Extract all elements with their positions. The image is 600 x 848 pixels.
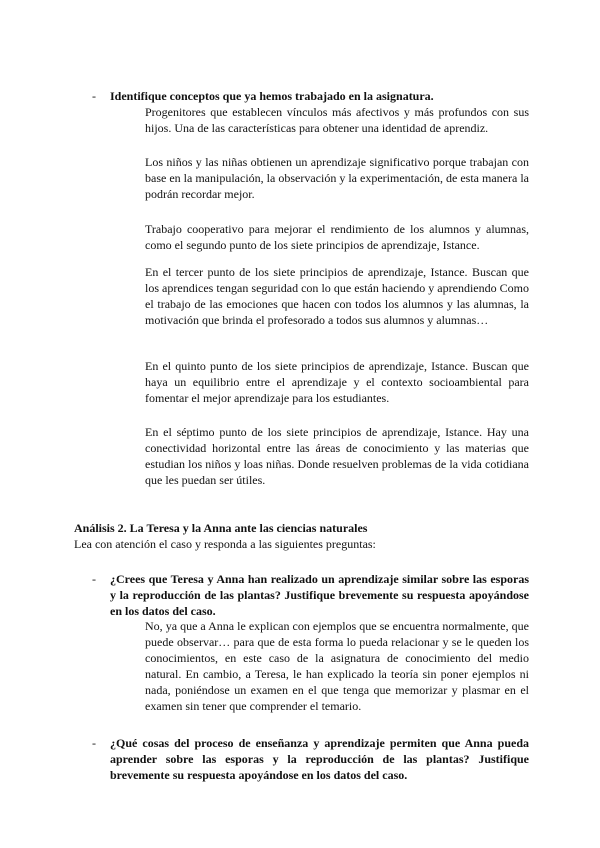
- answer-paragraph: Progenitores que establecen vínculos más afectivos y más profundos con sus hijos. Una de las características para obtener una identidad de aprendiz.: [145, 105, 529, 135]
- answer-paragraph: Trabajo cooperativo para mejorar el rendimiento de los alumnos y alumnas, como el segundo punto de los siete principios de aprendizaje, Istance.: [145, 222, 529, 252]
- bullet-dash: -: [92, 736, 96, 750]
- question-heading: Identifique conceptos que ya hemos trabajado en la asignatura.: [110, 89, 434, 103]
- section-instruction: Lea con atención el caso y responda a las siguientes preguntas:: [74, 537, 376, 551]
- bullet-dash: -: [92, 89, 96, 103]
- answer-paragraph: En el séptimo punto de los siete principios de aprendizaje, Istance. Hay una conectividad horizontal entre las áreas de conocimiento y las materias que estudian los niños y loas niñas. Donde resuelven problemas de la vida cotidiana que les puedan ser útiles.: [145, 425, 529, 487]
- section-title: Análisis 2. La Teresa y la Anna ante las ciencias naturales: [74, 521, 368, 535]
- answer-paragraph: En el tercer punto de los siete principios de aprendizaje, Istance. Buscan que los aprendices tengan seguridad con lo que están haciendo y aprendiendo Como el trabajo de las emociones que hacen con todos los alumnos y las alumnas, la motivación que brinda el profesorado a todos sus alumnos y alumnas…: [145, 265, 529, 327]
- bullet-dash: -: [92, 572, 96, 586]
- answer-paragraph: No, ya que a Anna le explican con ejemplos que se encuentra normalmente, que puede observar… para que de esta forma lo pueda relacionar y se le queden los conocimientos, en este caso de la asignatura de conocimiento del medio natural. En cambio, a Teresa, le han explicado la teoría sin poner ejemplos ni nada, poniéndose un examen en el que tenga que memorizar y plasmar en el examen sin tener que comprender el temario.: [145, 619, 529, 713]
- question-heading: ¿Crees que Teresa y Anna han realizado un aprendizaje similar sobre las esporas y la reproducción de las plantas? Justifique brevemente su respuesta apoyándose en los datos del caso.: [110, 572, 529, 618]
- answer-paragraph: Los niños y las niñas obtienen un aprendizaje significativo porque trabajan con base en la manipulación, la observación y la experimentación, de esta manera la podrán recordar mejor.: [145, 155, 529, 201]
- question-heading: ¿Qué cosas del proceso de enseñanza y aprendizaje permiten que Anna pueda aprender sobre las esporas y la reproducción de las plantas? Justifique brevemente su respuesta apoyándose en los datos del caso.: [110, 736, 529, 782]
- answer-paragraph: En el quinto punto de los siete principios de aprendizaje, Istance. Buscan que haya un equilibrio entre el aprendizaje y el contexto socioambiental para fomentar el mejor aprendizaje para los estudiantes.: [145, 359, 529, 405]
